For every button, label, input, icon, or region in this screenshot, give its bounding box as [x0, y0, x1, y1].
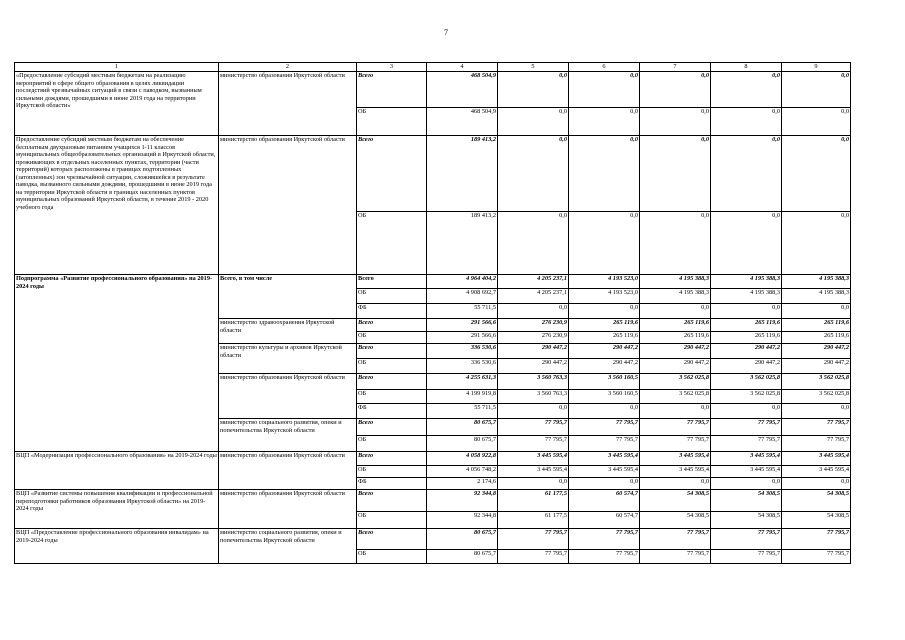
value-cell: 77 795,7 — [640, 529, 711, 550]
value-cell: 290 447,2 — [569, 359, 640, 374]
value-cell: 54 308,5 — [640, 512, 711, 529]
value-cell: 4 058 922,8 — [427, 452, 498, 466]
value-cell: 0,0 — [569, 404, 640, 419]
value-cell: 4 056 748,2 — [427, 466, 498, 478]
value-cell: 80 675,7 — [427, 419, 498, 436]
value-cell: 3 445 595,4 — [569, 452, 640, 466]
program-name: «Предоставление субсидий местным бюджетам на реализацию мероприятий в сфере общего образования в целях ликвидации последствий чрезвычайных ситуаций в связи с паводком, вызванным сильными дождями, прошедшими в июне 2019 года на территории Иркутской области» — [15, 72, 219, 136]
value-cell: 3 562 025,8 — [711, 374, 782, 390]
value-cell: 77 795,7 — [782, 419, 851, 436]
value-cell: 4 199 919,8 — [427, 390, 498, 404]
value-cell: 0,0 — [640, 304, 711, 319]
program-name: Подпрограмма «Развитие профессионального образования» на 2019-2024 годы — [15, 275, 219, 452]
value-cell: 468 504,9 — [427, 72, 498, 108]
value-cell: 77 795,7 — [640, 419, 711, 436]
source-code: ОБ — [357, 512, 427, 529]
value-cell: 2 174,6 — [427, 478, 498, 490]
executor-name: министерство культуры и архивов Иркутской области — [219, 344, 357, 374]
value-cell: 0,0 — [640, 404, 711, 419]
value-cell: 77 795,7 — [782, 436, 851, 452]
value-cell: 4 195 388,3 — [640, 275, 711, 289]
value-cell: 3 445 595,4 — [498, 452, 569, 466]
value-cell: 0,0 — [498, 72, 569, 108]
value-cell: 77 795,7 — [711, 436, 782, 452]
value-cell: 0,0 — [640, 108, 711, 136]
value-cell: 0,0 — [498, 304, 569, 319]
value-cell: 4 908 692,7 — [427, 289, 498, 304]
value-cell: 0,0 — [498, 108, 569, 136]
value-cell: 290 447,2 — [711, 359, 782, 374]
source-code: Всего — [357, 275, 427, 289]
source-code: Всего — [357, 344, 427, 359]
value-cell: 0,0 — [711, 478, 782, 490]
value-cell: 3 560 763,3 — [498, 374, 569, 390]
value-cell: 77 795,7 — [640, 550, 711, 564]
value-cell: 0,0 — [569, 478, 640, 490]
program-name: ВЦП «Модернизация профессионального образования» на 2019-2024 годы — [15, 452, 219, 490]
value-cell: 77 795,7 — [498, 529, 569, 550]
value-cell: 468 504,9 — [427, 108, 498, 136]
table-row — [15, 529, 851, 550]
value-cell: 0,0 — [711, 404, 782, 419]
value-cell: 290 447,2 — [498, 359, 569, 374]
source-code: ОБ — [357, 390, 427, 404]
value-cell: 290 447,2 — [640, 344, 711, 359]
executor-name: Всего, в том числе — [219, 275, 357, 319]
value-cell: 54 308,5 — [640, 490, 711, 512]
value-cell: 0,0 — [782, 72, 851, 108]
value-cell: 4 193 523,0 — [569, 275, 640, 289]
value-cell: 3 560 160,5 — [569, 374, 640, 390]
source-code: Всего — [357, 136, 427, 212]
col-header: 3 — [357, 63, 427, 72]
value-cell: 0,0 — [569, 304, 640, 319]
source-code: ОБ — [357, 289, 427, 304]
col-header: 7 — [640, 63, 711, 72]
value-cell: 4 193 523,0 — [569, 289, 640, 304]
value-cell: 3 560 160,5 — [569, 390, 640, 404]
program-name: ВЦП «Предоставление профессионального образования инвалидам» на 2019-2024 годы — [15, 529, 219, 564]
value-cell: 0,0 — [498, 404, 569, 419]
value-cell: 4 205 237,1 — [498, 275, 569, 289]
value-cell: 291 566,6 — [427, 319, 498, 332]
value-cell: 0,0 — [498, 136, 569, 212]
source-code: ОБ — [357, 212, 427, 275]
source-code: ОБ — [357, 108, 427, 136]
value-cell: 80 675,7 — [427, 436, 498, 452]
col-header: 9 — [782, 63, 851, 72]
column-number-row — [15, 63, 851, 72]
col-header: 2 — [219, 63, 357, 72]
program-name: Предоставление субсидий местным бюджетам на обеспечение бесплатным двухразовым питанием учащихся 1-11 классов муниципальных общеобразовательных организаций в Иркутской области, проживающих в отдельных населенных пунктах, территории (части территорий) которых расположены в границах подтопленных (затопленных) зон чрезвычайной ситуации, сложившейся в результате паводка, вызванного сильными дождями, прошедшими в июне 2019 года на территории Иркутской области в границах населенных пунктов муниципальных образований Иркутской области, в течение 2019 - 2020 учебного года — [15, 136, 219, 275]
value-cell: 3 445 595,4 — [569, 466, 640, 478]
value-cell: 3 562 025,8 — [711, 390, 782, 404]
value-cell: 54 308,5 — [711, 490, 782, 512]
source-code: ФБ — [357, 404, 427, 419]
value-cell: 3 445 595,4 — [711, 452, 782, 466]
source-code: Всего — [357, 419, 427, 436]
executor-name: министерство образования Иркутской области — [219, 136, 357, 275]
source-code: Всего — [357, 319, 427, 332]
source-code: ОБ — [357, 466, 427, 478]
value-cell: 0,0 — [640, 136, 711, 212]
value-cell: 0,0 — [640, 212, 711, 275]
value-cell: 0,0 — [782, 212, 851, 275]
value-cell: 0,0 — [782, 136, 851, 212]
table-row — [15, 72, 851, 108]
value-cell: 3 445 595,4 — [711, 466, 782, 478]
value-cell: 290 447,2 — [782, 359, 851, 374]
source-code: Всего — [357, 529, 427, 550]
value-cell: 55 711,5 — [427, 404, 498, 419]
source-code: ФБ — [357, 478, 427, 490]
value-cell: 265 119,6 — [569, 319, 640, 332]
value-cell: 265 119,6 — [782, 332, 851, 344]
value-cell: 0,0 — [711, 108, 782, 136]
value-cell: 54 308,5 — [711, 512, 782, 529]
value-cell: 77 795,7 — [782, 529, 851, 550]
col-header: 8 — [711, 63, 782, 72]
source-code: ОБ — [357, 332, 427, 344]
value-cell: 0,0 — [782, 304, 851, 319]
value-cell: 80 675,7 — [427, 529, 498, 550]
value-cell: 0,0 — [711, 212, 782, 275]
value-cell: 189 413,2 — [427, 212, 498, 275]
value-cell: 3 445 595,4 — [640, 452, 711, 466]
value-cell: 0,0 — [569, 72, 640, 108]
value-cell: 276 230,9 — [498, 332, 569, 344]
value-cell: 0,0 — [711, 304, 782, 319]
value-cell: 290 447,2 — [640, 359, 711, 374]
budget-table — [14, 62, 851, 564]
value-cell: 265 119,6 — [640, 319, 711, 332]
program-name: ВЦП «Развитие системы повышения квалификации и профессиональной переподготовки работников образования Иркутской области» на 2019-2024 годы — [15, 490, 219, 529]
executor-name: министерство социального развития, опеки и попечительства Иркутской области — [219, 419, 357, 452]
value-cell: 4 195 388,3 — [711, 275, 782, 289]
source-code: Всего — [357, 374, 427, 390]
col-header: 4 — [427, 63, 498, 72]
value-cell: 92 344,8 — [427, 490, 498, 512]
table-row — [15, 136, 851, 212]
executor-name: министерство социального развития, опеки и попечительства Иркутской области — [219, 529, 357, 564]
source-code: ОБ — [357, 359, 427, 374]
value-cell: 77 795,7 — [569, 419, 640, 436]
value-cell: 4 964 404,2 — [427, 275, 498, 289]
value-cell: 0,0 — [498, 478, 569, 490]
value-cell: 60 574,7 — [569, 512, 640, 529]
source-code: Всего — [357, 490, 427, 512]
value-cell: 265 119,6 — [569, 332, 640, 344]
col-header: 5 — [498, 63, 569, 72]
value-cell: 0,0 — [640, 478, 711, 490]
value-cell: 0,0 — [498, 212, 569, 275]
table-row — [15, 275, 851, 289]
value-cell: 265 119,6 — [640, 332, 711, 344]
value-cell: 3 560 763,3 — [498, 390, 569, 404]
value-cell: 4 255 631,3 — [427, 374, 498, 390]
value-cell: 0,0 — [782, 108, 851, 136]
value-cell: 336 530,6 — [427, 359, 498, 374]
value-cell: 291 566,6 — [427, 332, 498, 344]
source-code: ОБ — [357, 550, 427, 564]
value-cell: 290 447,2 — [782, 344, 851, 359]
value-cell: 4 195 388,3 — [782, 289, 851, 304]
value-cell: 3 562 025,8 — [782, 390, 851, 404]
executor-name: министерство образования Иркутской области — [219, 490, 357, 529]
page-number: 7 — [444, 28, 448, 37]
value-cell: 61 177,5 — [498, 512, 569, 529]
value-cell: 3 562 025,8 — [782, 374, 851, 390]
value-cell: 265 119,6 — [782, 319, 851, 332]
executor-name: министерство образования Иркутской области — [219, 72, 357, 136]
value-cell: 0,0 — [569, 136, 640, 212]
value-cell: 92 344,8 — [427, 512, 498, 529]
value-cell: 4 205 237,1 — [498, 289, 569, 304]
value-cell: 77 795,7 — [782, 550, 851, 564]
executor-name: министерство здравоохранения Иркутской области — [219, 319, 357, 344]
value-cell: 3 445 595,4 — [498, 466, 569, 478]
executor-name: министерство образования Иркутской области — [219, 452, 357, 490]
value-cell: 4 195 388,3 — [782, 275, 851, 289]
value-cell: 0,0 — [782, 478, 851, 490]
value-cell: 0,0 — [569, 108, 640, 136]
source-code: Всего — [357, 72, 427, 108]
value-cell: 4 195 388,3 — [640, 289, 711, 304]
source-code: Всего — [357, 452, 427, 466]
value-cell: 77 795,7 — [711, 529, 782, 550]
source-code: ФБ — [357, 304, 427, 319]
value-cell: 189 413,2 — [427, 136, 498, 212]
value-cell: 0,0 — [569, 212, 640, 275]
value-cell: 77 795,7 — [569, 550, 640, 564]
value-cell: 290 447,2 — [569, 344, 640, 359]
col-header: 1 — [15, 63, 219, 72]
col-header: 6 — [569, 63, 640, 72]
value-cell: 265 119,6 — [711, 319, 782, 332]
value-cell: 3 445 595,4 — [782, 452, 851, 466]
value-cell: 3 445 595,4 — [640, 466, 711, 478]
source-code: ОБ — [357, 436, 427, 452]
value-cell: 4 195 388,3 — [711, 289, 782, 304]
table-row — [15, 452, 851, 466]
value-cell: 290 447,2 — [711, 344, 782, 359]
value-cell: 80 675,7 — [427, 550, 498, 564]
executor-name: министерство образования Иркутской области — [219, 374, 357, 419]
value-cell: 0,0 — [782, 404, 851, 419]
value-cell: 77 795,7 — [498, 550, 569, 564]
value-cell: 276 230,9 — [498, 319, 569, 332]
value-cell: 55 711,5 — [427, 304, 498, 319]
value-cell: 3 445 595,4 — [782, 466, 851, 478]
value-cell: 77 795,7 — [640, 436, 711, 452]
value-cell: 60 574,7 — [569, 490, 640, 512]
value-cell: 77 795,7 — [711, 419, 782, 436]
value-cell: 61 177,5 — [498, 490, 569, 512]
value-cell: 77 795,7 — [569, 436, 640, 452]
value-cell: 290 447,2 — [498, 344, 569, 359]
value-cell: 3 562 025,8 — [640, 374, 711, 390]
value-cell: 77 795,7 — [498, 436, 569, 452]
value-cell: 77 795,7 — [569, 529, 640, 550]
value-cell: 54 308,5 — [782, 490, 851, 512]
value-cell: 0,0 — [640, 72, 711, 108]
value-cell: 54 308,5 — [782, 512, 851, 529]
value-cell: 77 795,7 — [498, 419, 569, 436]
value-cell: 77 795,7 — [711, 550, 782, 564]
value-cell: 336 530,6 — [427, 344, 498, 359]
value-cell: 265 119,6 — [711, 332, 782, 344]
value-cell: 0,0 — [711, 136, 782, 212]
value-cell: 3 562 025,8 — [640, 390, 711, 404]
table-row — [15, 490, 851, 512]
value-cell: 0,0 — [711, 72, 782, 108]
